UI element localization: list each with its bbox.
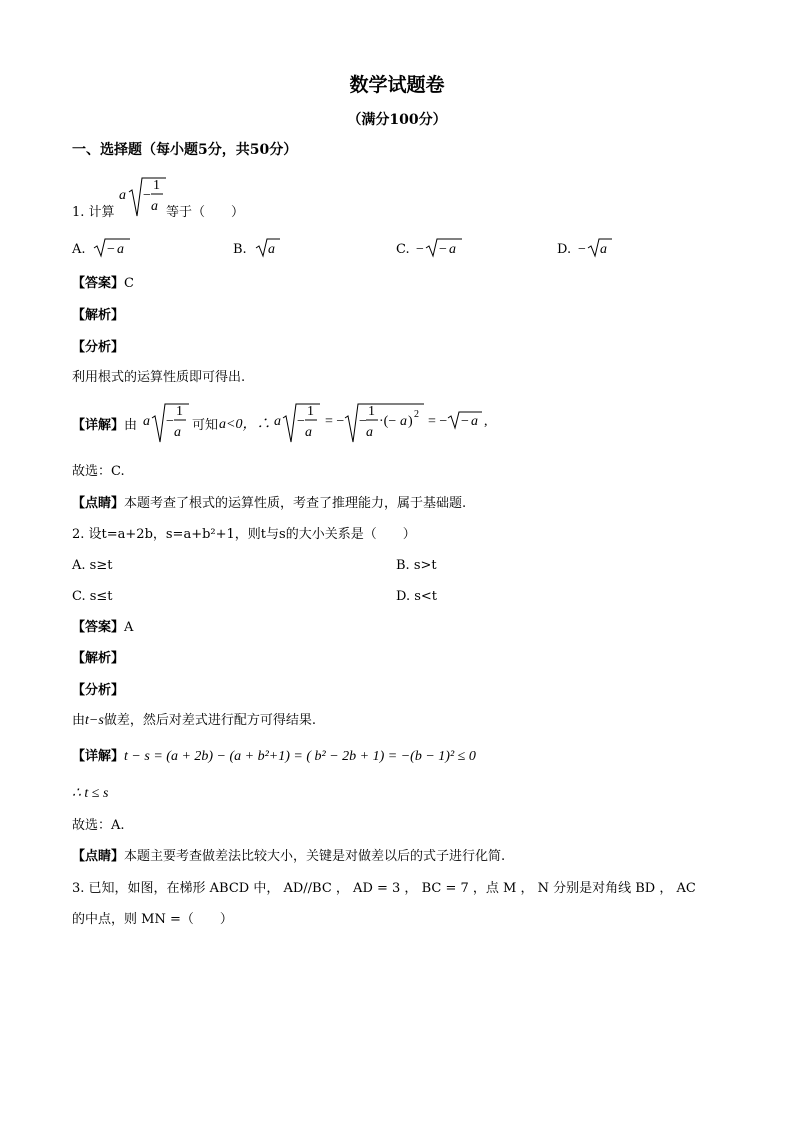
svg-text:−: − xyxy=(107,242,115,257)
svg-text:1: 1 xyxy=(153,178,160,193)
q1-option-a-expression xyxy=(92,236,132,258)
svg-text:−: − xyxy=(578,242,586,257)
page-title: 数学试题卷 xyxy=(349,74,445,96)
svg-text:): ) xyxy=(408,414,413,429)
q1-option-d-label: D. xyxy=(557,242,572,257)
svg-text:a: a xyxy=(119,188,126,203)
comment-tag: 点睛 xyxy=(85,496,112,511)
svg-text:a: a xyxy=(305,425,312,440)
svg-text:2: 2 xyxy=(414,409,419,420)
q2-fenxi-heading: 【分析】 xyxy=(72,683,125,698)
q1-chose: 故选：C. xyxy=(72,464,125,479)
q2-option-d: D. s<t xyxy=(396,589,438,604)
q1-answer-value: C xyxy=(124,276,134,291)
q1-option-b-expression xyxy=(254,236,284,258)
q2-detail: 【详解】t − s = (a + 2b) − (a + b²+1) = ( b² − 2b + 1) = −(b − 1)² ≤ 0 xyxy=(72,749,476,764)
svg-text:·(−: ·(− xyxy=(379,414,397,429)
q2-answer-value: A xyxy=(124,620,134,635)
svg-text:a: a xyxy=(268,242,275,257)
svg-text:−: − xyxy=(143,188,151,203)
q1-option-c-label: C. xyxy=(396,242,410,257)
svg-text:a: a xyxy=(274,414,281,429)
svg-text:−: − xyxy=(359,414,367,429)
q1-option-b-label: B. xyxy=(233,242,247,257)
q1-analysis-heading: 【解析】 xyxy=(72,308,125,323)
page-subtitle: （满分100分） xyxy=(347,112,447,128)
svg-text:,: , xyxy=(484,414,488,429)
q1-option-c-expression xyxy=(414,236,464,258)
svg-text:1: 1 xyxy=(307,404,314,419)
q1-fenxi-text: 利用根式的运算性质即可得出. xyxy=(72,370,246,385)
svg-text:= −: = − xyxy=(325,414,345,429)
svg-text:−: − xyxy=(297,414,305,429)
q1-option-d-expression xyxy=(576,236,616,258)
q2-option-a: A. s≥t xyxy=(72,558,113,573)
svg-text:a: a xyxy=(174,425,181,440)
svg-text:a: a xyxy=(143,414,150,429)
svg-text:a: a xyxy=(400,414,407,429)
svg-text:a: a xyxy=(600,242,607,257)
q2-option-b: B. s>t xyxy=(396,558,437,573)
q1-option-a-label: A. xyxy=(72,242,86,257)
svg-text:1: 1 xyxy=(176,404,183,419)
svg-text:−: − xyxy=(461,414,469,429)
answer-tag: 答案 xyxy=(85,276,112,291)
q1-detail-radical-1 xyxy=(141,400,191,446)
q1-detail-lead: 【详解】由 xyxy=(72,418,138,433)
q1-fenxi-heading: 【分析】 xyxy=(72,340,125,355)
svg-text:−: − xyxy=(439,242,447,257)
q2-option-c: C. s≤t xyxy=(72,589,113,604)
q1-comment: 【点睛】本题考查了根式的运算性质，考查了推理能力，属于基础题. xyxy=(72,496,467,511)
section-heading: 一、选择题（每小题5分，共50分） xyxy=(72,142,298,158)
q2-therefore: ∴ t ≤ s xyxy=(72,786,109,801)
q2-detail-expression: t − s = (a + 2b) − (a + b²+1) = ( b² − 2b + 1) = −(b − 1)² ≤ 0 xyxy=(124,749,476,764)
q2-chose: 故选：A. xyxy=(72,818,125,833)
analysis-tag: 解析 xyxy=(85,308,112,323)
svg-text:−: − xyxy=(416,242,424,257)
svg-text:a: a xyxy=(449,242,456,257)
q1-detail-derivation xyxy=(272,400,492,446)
svg-text:1: 1 xyxy=(368,404,375,419)
svg-text:a: a xyxy=(151,199,158,214)
detail-tag: 详解 xyxy=(85,418,112,433)
q2-comment: 【点睛】本题主要考查做差法比较大小，关键是对做差以后的式子进行化简. xyxy=(72,849,506,864)
q2-stem: 2. 设t=a+2b，s=a+b²+1，则t与s的大小关系是（ ） xyxy=(72,527,416,542)
q3-stem-line1: 3. 已知，如图，在梯形 ABCD 中， AD//BC ， AD = 3 ， BC = 7 ，点 M ， N 分别是对角线 BD ， AC xyxy=(72,881,696,896)
q3-stem-line2: 的中点，则 MN =（ ） xyxy=(72,912,233,927)
q2-analysis-heading: 【解析】 xyxy=(72,651,125,666)
q1-answer: 【答案】C xyxy=(72,276,134,291)
svg-text:= −: = − xyxy=(428,414,448,429)
svg-text:a: a xyxy=(117,242,124,257)
q1-suffix: 等于（ ） xyxy=(166,205,245,220)
fenxi-tag: 分析 xyxy=(85,340,112,355)
svg-text:a: a xyxy=(471,414,478,429)
q2-answer: 【答案】A xyxy=(72,620,134,635)
svg-text:−: − xyxy=(166,414,174,429)
q1-detail-condition: a<0，∴ xyxy=(219,417,271,432)
svg-text:a: a xyxy=(366,425,373,440)
q1-radical-expression xyxy=(116,172,168,222)
q1-detail-mid: 可知 xyxy=(192,418,219,433)
q2-fenxi-text: 由t−s做差，然后对差式进行配方可得结果. xyxy=(72,713,316,728)
q1-prefix: 1. 计算 xyxy=(72,205,115,220)
